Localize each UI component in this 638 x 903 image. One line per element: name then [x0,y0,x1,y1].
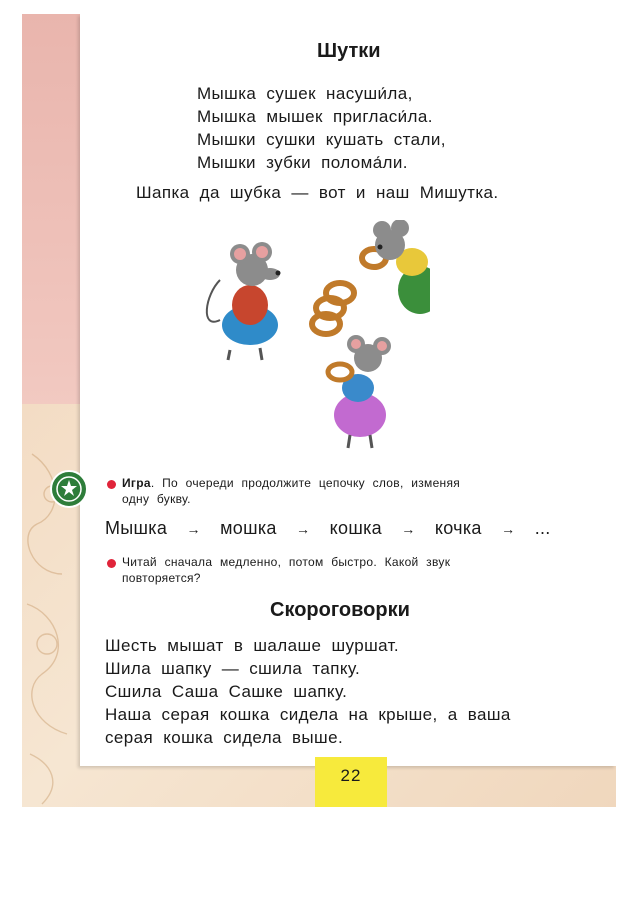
chain-word-4: кочка [434,518,482,538]
chain-arrow-icon: → [501,521,516,537]
mouse-bottom-figure [328,335,391,448]
poem-line-4: Мышки зубки полома́ли. [197,153,408,172]
proverb-line: Шапка да шубка — вот и наш Мишутка. [136,183,499,202]
game-icon [50,470,88,508]
word-chain [105,518,551,539]
poem-line-2: Мышка мышек пригласи́ла. [197,107,433,126]
tongue-twister-4: Наша серая кошка сидела на крыше, а ваша [105,705,511,724]
mice-with-bagels-illustration [190,220,430,460]
tongue-twister-5: серая кошка сидела выше. [105,728,344,747]
mouse-left-figure [207,242,281,360]
bagels-string [312,249,386,334]
bullet-game [107,480,116,489]
chain-word-2: мошка [220,518,277,538]
chain-word-5: ... [534,518,551,538]
tongue-twister-3: Сшила Саша Сашке шапку. [105,682,348,701]
page-number: 22 [340,766,362,785]
chain-arrow-icon: → [296,521,311,537]
game-label: Игра [122,476,151,490]
game-instruction [122,476,460,490]
bullet-read-task [107,559,116,568]
tongue-twister-1: Шесть мышат в шалаше шуршат. [105,636,400,655]
chain-word-1: Мышка [105,518,168,538]
game-instruction-line-2: одну букву. [122,492,191,506]
chain-word-3: кошка [329,518,382,538]
section-title-tongue-twisters: Скороговорки [270,599,410,621]
read-task-line-2: повторяется? [122,571,201,585]
poem-line-1: Мышка сушек насуши́ла, [197,84,413,103]
poem-line-3: Мышки сушки кушать стали, [197,130,446,149]
chain-arrow-icon: → [401,521,416,537]
tongue-twister-2: Шила шапку — сшила тапку. [105,659,361,678]
read-task-line-1: Читай сначала медленно, потом быстро. Какой звук [122,555,451,569]
chain-arrow-icon: → [186,521,201,537]
game-instruction-text: . По очереди продолжите цепочку слов, изменяя [150,476,461,490]
page-title-jokes: Шутки [317,40,381,62]
